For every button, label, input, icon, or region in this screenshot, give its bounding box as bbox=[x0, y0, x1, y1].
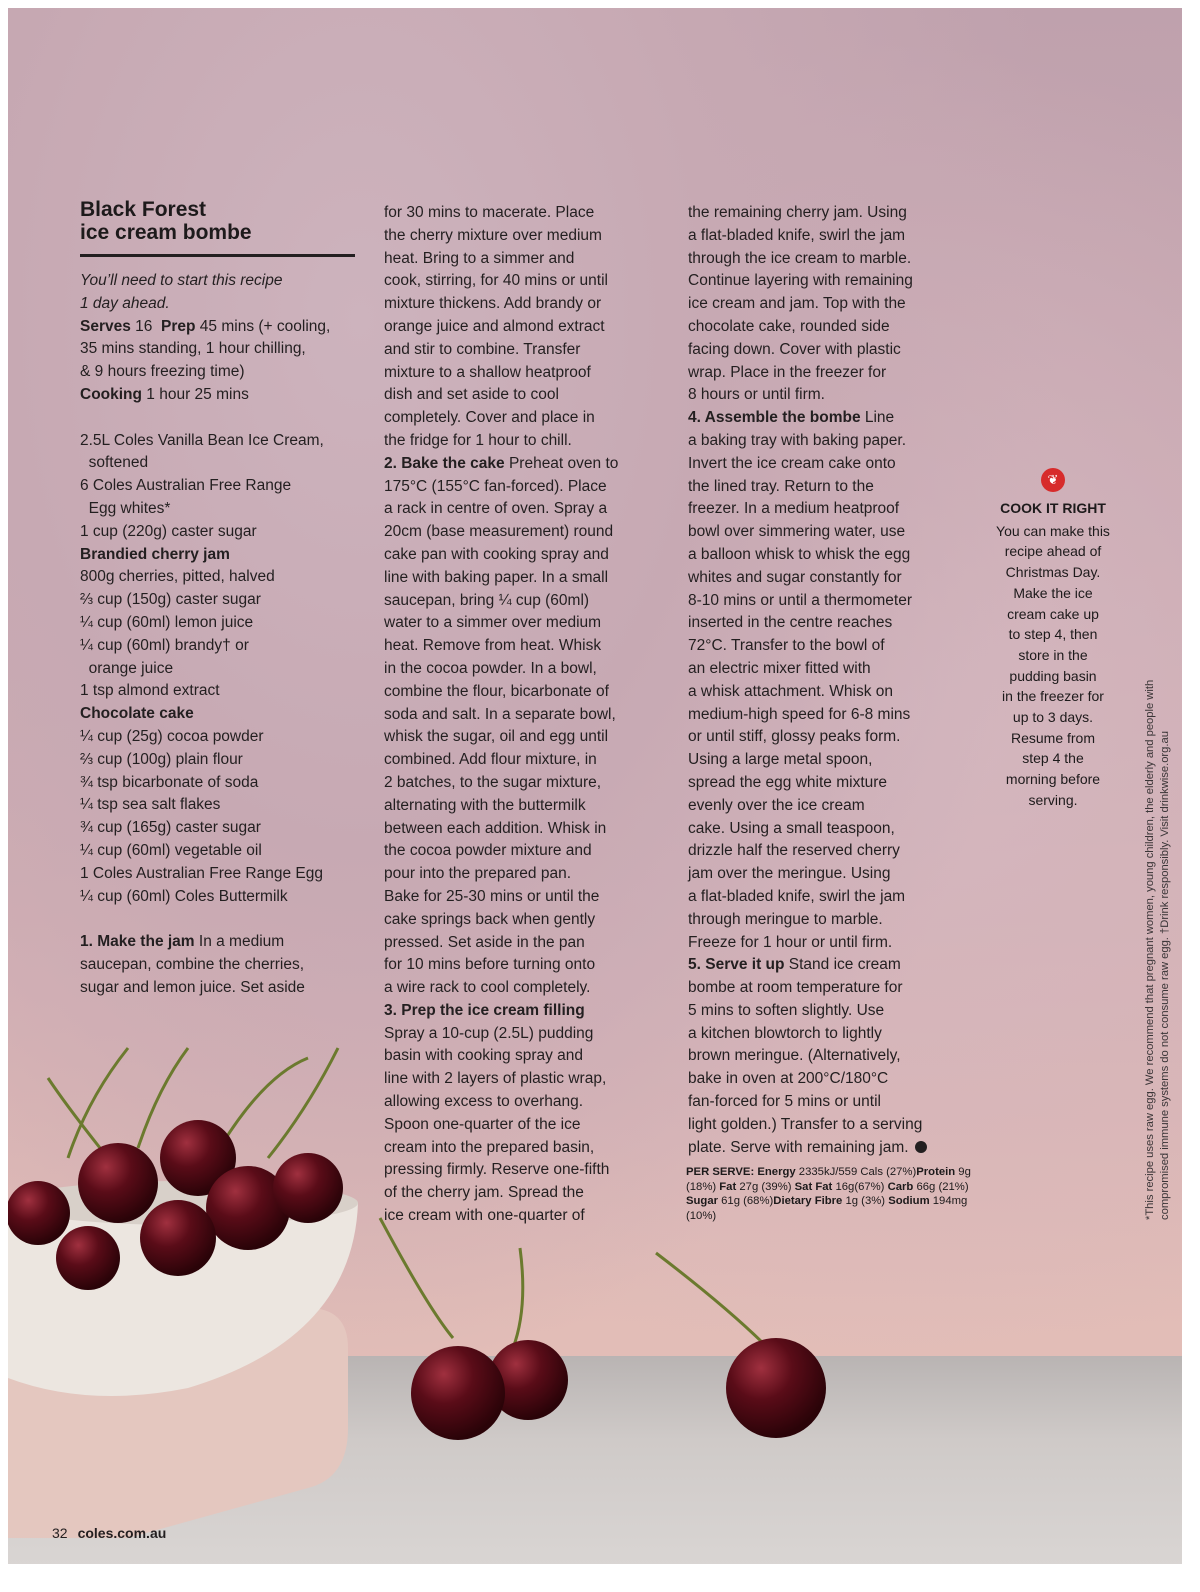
text: & 9 hours freezing time) bbox=[80, 363, 245, 381]
text: cake pan with cooking spray and bbox=[384, 545, 609, 563]
text-line bbox=[384, 316, 618, 339]
text-line bbox=[80, 407, 330, 430]
leaf-icon: ❦ bbox=[1041, 468, 1065, 492]
tip-line: cream cake up bbox=[1007, 605, 1099, 622]
text-line bbox=[384, 840, 618, 863]
text-line bbox=[384, 1205, 618, 1228]
text: the fridge for 1 hour to chill. bbox=[384, 431, 572, 449]
text-line bbox=[688, 886, 927, 909]
bold-label: Prep bbox=[161, 317, 196, 335]
text-line bbox=[80, 931, 330, 954]
text-line bbox=[688, 681, 927, 704]
text: ¼ cup (60ml) lemon juice bbox=[80, 613, 254, 631]
bold-label: Protein bbox=[916, 1166, 956, 1178]
tip-line: to step 4, then bbox=[1008, 626, 1098, 643]
text-line bbox=[384, 1159, 618, 1182]
text: pressed. Set aside in the pan bbox=[384, 933, 585, 951]
text: ⅔ cup (100g) plain flour bbox=[80, 750, 243, 768]
text-line bbox=[384, 521, 618, 544]
bold-label: Sat Fat bbox=[794, 1180, 833, 1193]
text-line bbox=[80, 886, 330, 909]
text: spread the egg white mixture bbox=[688, 773, 888, 791]
nutrition-info bbox=[686, 1165, 976, 1223]
text-line bbox=[688, 270, 927, 293]
text-line bbox=[384, 1068, 618, 1091]
bold-label: PER SERVE: Energy bbox=[686, 1166, 796, 1178]
text: bombe at room temperature for bbox=[688, 979, 903, 997]
text-line bbox=[384, 384, 618, 407]
text-line bbox=[80, 612, 330, 635]
text: medium-high speed for 6-8 mins bbox=[688, 705, 911, 723]
text-line bbox=[688, 954, 927, 977]
text: pressing firmly. Reserve one-fifth bbox=[384, 1161, 610, 1179]
text: completely. Cover and place in bbox=[384, 409, 595, 427]
text: 1 hour 25 mins bbox=[142, 385, 249, 403]
text: Freeze for 1 hour or until firm. bbox=[688, 933, 893, 951]
text-line bbox=[80, 430, 330, 453]
text: ice cream with one-quarter of bbox=[384, 1207, 585, 1225]
text-line bbox=[688, 909, 927, 932]
text: Invert the ice cream cake onto bbox=[688, 454, 896, 472]
text: whisk the sugar, oil and egg until bbox=[384, 728, 609, 746]
text: 8-10 mins or until a thermometer bbox=[688, 591, 912, 609]
text: Line bbox=[860, 409, 895, 427]
text-line bbox=[80, 977, 330, 1000]
text-line bbox=[80, 635, 330, 658]
text: Using a large metal spoon, bbox=[688, 751, 873, 769]
text: of the cherry jam. Spread the bbox=[384, 1184, 584, 1202]
text: fan-forced for 5 mins or until bbox=[688, 1093, 881, 1111]
text: 5 mins to soften slightly. Use bbox=[688, 1001, 885, 1019]
tip-line: Resume from bbox=[1010, 729, 1096, 746]
text-line bbox=[384, 658, 618, 681]
bold-label: 4. Assemble the bombe bbox=[688, 409, 861, 427]
text: a whisk attachment. Whisk on bbox=[688, 682, 894, 700]
text: a flat-bladed knife, swirl the jam bbox=[688, 226, 906, 244]
text-line bbox=[384, 704, 618, 727]
text: through the ice cream to marble. bbox=[688, 249, 912, 267]
text: between each addition. Whisk in bbox=[384, 819, 607, 837]
text: 6 Coles Australian Free Range bbox=[80, 477, 292, 495]
text: Continue layering with remaining bbox=[688, 272, 913, 290]
text-line bbox=[80, 475, 330, 498]
text-line bbox=[686, 1166, 916, 1178]
text: 8 hours or until firm. bbox=[688, 386, 825, 404]
text: mixture thickens. Add brandy or bbox=[384, 295, 602, 313]
text-line bbox=[80, 840, 330, 863]
text: soda and salt. In a separate bowl, bbox=[384, 705, 616, 723]
bold-label: 1. Make the jam bbox=[80, 933, 195, 951]
text: combine the flour, bicarbonate of bbox=[384, 682, 609, 700]
text: 16g bbox=[832, 1180, 855, 1193]
text-line bbox=[384, 430, 618, 453]
text: cook, stirring, for 40 mins or until bbox=[384, 272, 608, 290]
text-line bbox=[688, 202, 927, 225]
text-line bbox=[80, 726, 330, 749]
text: in the cocoa powder. In a bowl, bbox=[384, 659, 597, 677]
method-column-1 bbox=[384, 202, 618, 1228]
text-line bbox=[80, 680, 330, 703]
text-line bbox=[688, 498, 927, 521]
text-line bbox=[688, 749, 927, 772]
magazine-page bbox=[8, 8, 1182, 1564]
text-line bbox=[688, 225, 927, 248]
text-line bbox=[80, 338, 330, 361]
method-column-2 bbox=[688, 202, 927, 1159]
text: saucepan, combine the cherries, bbox=[80, 955, 305, 973]
text-line bbox=[80, 658, 330, 681]
text: freezer. In a medium heatproof bbox=[688, 500, 900, 518]
text-line bbox=[384, 681, 618, 704]
text: 194mg (10%) bbox=[686, 1195, 968, 1222]
text: and stir to combine. Transfer bbox=[384, 340, 581, 358]
text-line bbox=[80, 817, 330, 840]
cook-it-right-tip bbox=[983, 468, 1123, 811]
text-line bbox=[384, 225, 618, 248]
text: light golden.) Transfer to a serving bbox=[688, 1115, 923, 1133]
text: whites and sugar constantly for bbox=[688, 568, 902, 586]
text: 1 Coles Australian Free Range Egg bbox=[80, 864, 323, 882]
bold-label: Dietary Fibre bbox=[773, 1195, 843, 1207]
text: an electric mixer fitted with bbox=[688, 659, 871, 677]
text-line bbox=[688, 1023, 927, 1046]
text: a kitchen blowtorch to lightly bbox=[688, 1024, 882, 1042]
text-line bbox=[80, 544, 330, 567]
text: cake. Using a small teaspoon, bbox=[688, 819, 895, 837]
text: 1g (3%) bbox=[842, 1195, 889, 1207]
text: softened bbox=[80, 454, 149, 472]
text: line with baking paper. In a small bbox=[384, 568, 609, 586]
text: 1 day ahead. bbox=[80, 294, 170, 312]
text-line bbox=[384, 202, 618, 225]
text: ¾ tsp bicarbonate of soda bbox=[80, 773, 259, 791]
text: facing down. Cover with plastic bbox=[688, 340, 901, 358]
text-line bbox=[688, 339, 927, 362]
text-line bbox=[384, 567, 618, 590]
text: orange juice bbox=[80, 659, 174, 677]
text: mixture to a shallow heatproof bbox=[384, 363, 591, 381]
text-line bbox=[384, 726, 618, 749]
page-number: 32 bbox=[52, 1525, 68, 1541]
text: bake in oven at 200°C/180°C bbox=[688, 1070, 889, 1088]
text-line bbox=[384, 498, 618, 521]
text-line bbox=[384, 909, 618, 932]
text: ice cream and jam. Top with the bbox=[688, 295, 906, 313]
bold-label: Brandied cherry jam bbox=[80, 545, 230, 563]
text: Stand ice cream bbox=[784, 956, 901, 974]
text-line bbox=[688, 476, 927, 499]
text-line bbox=[384, 1000, 618, 1023]
text-line bbox=[688, 1137, 927, 1160]
website: coles.com.au bbox=[77, 1525, 167, 1541]
text-line bbox=[384, 339, 618, 362]
text: ¾ cup (165g) caster sugar bbox=[80, 819, 261, 837]
text-line bbox=[384, 1045, 618, 1068]
text-line bbox=[384, 270, 618, 293]
tip-line: serving. bbox=[1028, 791, 1078, 808]
text-line bbox=[384, 544, 618, 567]
text: water to a simmer over medium bbox=[384, 614, 602, 632]
text-line bbox=[384, 293, 618, 316]
text: Bake for 25-30 mins or until the bbox=[384, 887, 600, 905]
text-line bbox=[688, 726, 927, 749]
text-line bbox=[80, 452, 330, 475]
text-line bbox=[384, 362, 618, 385]
text: 2335kJ/559 Cals (27%) bbox=[795, 1166, 917, 1178]
text-line bbox=[384, 772, 618, 795]
bold-label: Cooking bbox=[80, 385, 142, 403]
text: for 10 mins before turning onto bbox=[384, 956, 596, 974]
text-line bbox=[384, 248, 618, 271]
tip-line: up to 3 days. bbox=[1012, 709, 1094, 726]
text-line bbox=[688, 635, 927, 658]
bold-label: Chocolate cake bbox=[80, 705, 194, 723]
text-line bbox=[384, 932, 618, 955]
text: 9g (18%) bbox=[686, 1166, 971, 1193]
text-line bbox=[688, 795, 927, 818]
text: through meringue to marble. bbox=[688, 910, 883, 928]
text: the remaining cherry jam. Using bbox=[688, 204, 907, 221]
text: 16 bbox=[130, 317, 162, 335]
text-line bbox=[688, 1091, 927, 1114]
text-line bbox=[688, 1068, 927, 1091]
text-line bbox=[688, 772, 927, 795]
text-line bbox=[80, 316, 330, 339]
text-line bbox=[688, 407, 927, 430]
text: Spray a 10-cup (2.5L) pudding bbox=[384, 1024, 594, 1042]
text: 2 batches, to the sugar mixture, bbox=[384, 773, 602, 791]
text: inserted in the centre reaches bbox=[688, 614, 893, 632]
bold-label: Sodium bbox=[888, 1195, 930, 1207]
bold-label: Carb bbox=[887, 1180, 914, 1193]
text: 2.5L Coles Vanilla Bean Ice Cream, bbox=[80, 431, 324, 449]
text: Preheat oven to bbox=[504, 454, 619, 472]
text: combined. Add flour mixture, in bbox=[384, 751, 597, 769]
text: a wire rack to cool completely. bbox=[384, 979, 591, 997]
text-line bbox=[688, 818, 927, 841]
text: drizzle half the reserved cherry bbox=[688, 842, 900, 860]
text: 66g (21%) bbox=[913, 1180, 969, 1193]
text: chocolate cake, rounded side bbox=[688, 317, 890, 335]
text: brown meringue. (Alternatively, bbox=[688, 1047, 901, 1065]
text-line bbox=[688, 704, 927, 727]
text-line bbox=[80, 589, 330, 612]
bold-label: 3. Prep the ice cream filling bbox=[384, 1001, 585, 1019]
text: heat. Bring to a simmer and bbox=[384, 249, 575, 267]
text-line bbox=[384, 612, 618, 635]
text-line bbox=[688, 453, 927, 476]
text-line bbox=[688, 840, 927, 863]
text-line bbox=[80, 703, 330, 726]
text-line bbox=[688, 1114, 927, 1137]
text: ¼ cup (60ml) brandy† or bbox=[80, 636, 249, 654]
text-line bbox=[688, 544, 927, 567]
disclaimer-line: compromised immune systems do not consume raw egg. †Drink responsibly. Visit drinkwise.org.au bbox=[1159, 731, 1171, 1220]
text-line bbox=[384, 749, 618, 772]
text: orange juice and almond extract bbox=[384, 317, 605, 335]
text: pour into the prepared pan. bbox=[384, 865, 571, 883]
tip-line: You can make this bbox=[996, 522, 1110, 539]
title-line: ice cream bombe bbox=[80, 221, 252, 244]
tip-heading: COOK IT RIGHT bbox=[1000, 500, 1106, 516]
text: a flat-bladed knife, swirl the jam bbox=[688, 887, 906, 905]
text-line bbox=[688, 590, 927, 613]
bold-label: Sugar bbox=[686, 1195, 719, 1207]
text-line bbox=[384, 1023, 618, 1046]
title-divider bbox=[80, 254, 355, 257]
loose-cherries bbox=[380, 1218, 826, 1440]
text: for 30 mins to macerate. Place bbox=[384, 204, 595, 221]
text-line bbox=[688, 863, 927, 886]
text: ¼ tsp sea salt flakes bbox=[80, 796, 221, 814]
text-line bbox=[80, 270, 330, 293]
text: 800g cherries, pitted, halved bbox=[80, 568, 275, 586]
text-line bbox=[384, 863, 618, 886]
text-line bbox=[384, 590, 618, 613]
text-line bbox=[688, 316, 927, 339]
tip-line: pudding basin bbox=[1009, 667, 1097, 684]
text: saucepan, bring ¼ cup (60ml) bbox=[384, 591, 590, 609]
text-line bbox=[688, 248, 927, 271]
text: 35 mins standing, 1 hour chilling, bbox=[80, 340, 306, 358]
text: bowl over simmering water, use bbox=[688, 523, 906, 541]
text: ¼ cup (60ml) Coles Buttermilk bbox=[80, 887, 288, 905]
text: You’ll need to start this recipe bbox=[80, 272, 283, 289]
text: the lined tray. Return to the bbox=[688, 477, 874, 495]
text: 1 tsp almond extract bbox=[80, 682, 220, 700]
tip-line: recipe ahead of bbox=[1004, 543, 1102, 560]
text-line bbox=[688, 658, 927, 681]
text-line bbox=[80, 794, 330, 817]
page-footer bbox=[52, 1525, 166, 1541]
text: Egg whites* bbox=[80, 499, 171, 517]
text: ¼ cup (60ml) vegetable oil bbox=[80, 841, 262, 859]
bold-label: 2. Bake the cake bbox=[384, 454, 505, 472]
disclaimer-line: *This recipe uses raw egg. We recommend that pregnant women, young children, the elderly and people with bbox=[1144, 679, 1156, 1220]
text: the cherry mixture over medium bbox=[384, 226, 602, 244]
text: evenly over the ice cream bbox=[688, 796, 865, 814]
text-line bbox=[688, 384, 927, 407]
text-line bbox=[384, 1182, 618, 1205]
text: In a medium bbox=[194, 933, 285, 951]
text: a rack in centre of oven. Spray a bbox=[384, 500, 608, 518]
tip-line: store in the bbox=[1018, 646, 1088, 663]
text-line bbox=[384, 476, 618, 499]
ingredients-column bbox=[80, 270, 330, 1000]
text-line bbox=[688, 362, 927, 385]
text-line bbox=[688, 977, 927, 1000]
text: 175°C (155°C fan-forced). Place bbox=[384, 477, 607, 495]
text-line bbox=[80, 361, 330, 384]
tip-line: Make the ice bbox=[1013, 584, 1093, 601]
text: line with 2 layers of plastic wrap, bbox=[384, 1070, 607, 1088]
text-line bbox=[688, 612, 927, 635]
text-line bbox=[384, 818, 618, 841]
tip-line: morning before bbox=[1005, 771, 1101, 788]
text: ⅔ cup (150g) caster sugar bbox=[80, 591, 261, 609]
text: 20cm (base measurement) round bbox=[384, 523, 614, 541]
text-line bbox=[80, 498, 330, 521]
text: 27g (39%) bbox=[736, 1180, 795, 1193]
text-line bbox=[688, 1000, 927, 1023]
text-line bbox=[80, 521, 330, 544]
text-line bbox=[384, 886, 618, 909]
text: cream into the prepared basin, bbox=[384, 1138, 595, 1156]
text: a balloon whisk to whisk the egg bbox=[688, 545, 911, 563]
tip-line: step 4 the bbox=[1022, 750, 1084, 767]
tip-line: Christmas Day. bbox=[1005, 564, 1101, 581]
text-line bbox=[80, 566, 330, 589]
text-line bbox=[384, 635, 618, 658]
text: alternating with the buttermilk bbox=[384, 796, 586, 814]
text: heat. Remove from heat. Whisk bbox=[384, 637, 602, 655]
bold-label: Serves bbox=[80, 317, 131, 335]
text-line bbox=[80, 293, 330, 316]
text: dish and set aside to cool bbox=[384, 386, 559, 404]
text-line bbox=[688, 521, 927, 544]
text: (67%) bbox=[854, 1180, 888, 1193]
text-line bbox=[688, 932, 927, 955]
bold-label: 5. Serve it up bbox=[688, 956, 785, 974]
text-line bbox=[384, 795, 618, 818]
text: or until stiff, glossy peaks form. bbox=[688, 728, 901, 746]
title-line: Black Forest bbox=[80, 198, 207, 221]
text-line bbox=[80, 908, 330, 931]
text: 61g (68%) bbox=[718, 1195, 774, 1207]
text-line bbox=[688, 293, 927, 316]
text-line bbox=[384, 977, 618, 1000]
recipe-title bbox=[80, 198, 252, 244]
text-line bbox=[384, 407, 618, 430]
text-line bbox=[384, 1091, 618, 1114]
text: a baking tray with baking paper. bbox=[688, 431, 906, 449]
text-line bbox=[384, 453, 618, 476]
text: 1 cup (220g) caster sugar bbox=[80, 522, 257, 540]
text: 45 mins (+ cooling, bbox=[195, 317, 331, 335]
tip-line: in the freezer for bbox=[1002, 688, 1104, 705]
text-line bbox=[80, 384, 330, 407]
end-mark-icon bbox=[915, 1141, 927, 1153]
bold-label: Fat bbox=[719, 1180, 737, 1193]
text: Spoon one-quarter of the ice bbox=[384, 1115, 581, 1133]
text-line bbox=[80, 772, 330, 795]
text-line bbox=[384, 1114, 618, 1137]
text: plate. Serve with remaining jam. bbox=[688, 1138, 909, 1156]
text-line bbox=[80, 863, 330, 886]
text-line bbox=[688, 1045, 927, 1068]
text-line bbox=[80, 749, 330, 772]
text: allowing excess to overhang. bbox=[384, 1093, 584, 1111]
raw-egg-disclaimer bbox=[1143, 540, 1173, 1220]
text-line bbox=[80, 954, 330, 977]
text: sugar and lemon juice. Set aside bbox=[80, 978, 305, 996]
text: ¼ cup (25g) cocoa powder bbox=[80, 727, 264, 745]
text: basin with cooking spray and bbox=[384, 1047, 584, 1065]
text-line bbox=[688, 567, 927, 590]
text-line bbox=[688, 430, 927, 453]
text: cake springs back when gently bbox=[384, 910, 596, 928]
text: the cocoa powder mixture and bbox=[384, 842, 592, 860]
text-line bbox=[384, 954, 618, 977]
text: 72°C. Transfer to the bowl of bbox=[688, 637, 885, 655]
text: jam over the meringue. Using bbox=[688, 865, 891, 883]
text: wrap. Place in the freezer for bbox=[688, 363, 887, 381]
text-line bbox=[384, 1137, 618, 1160]
